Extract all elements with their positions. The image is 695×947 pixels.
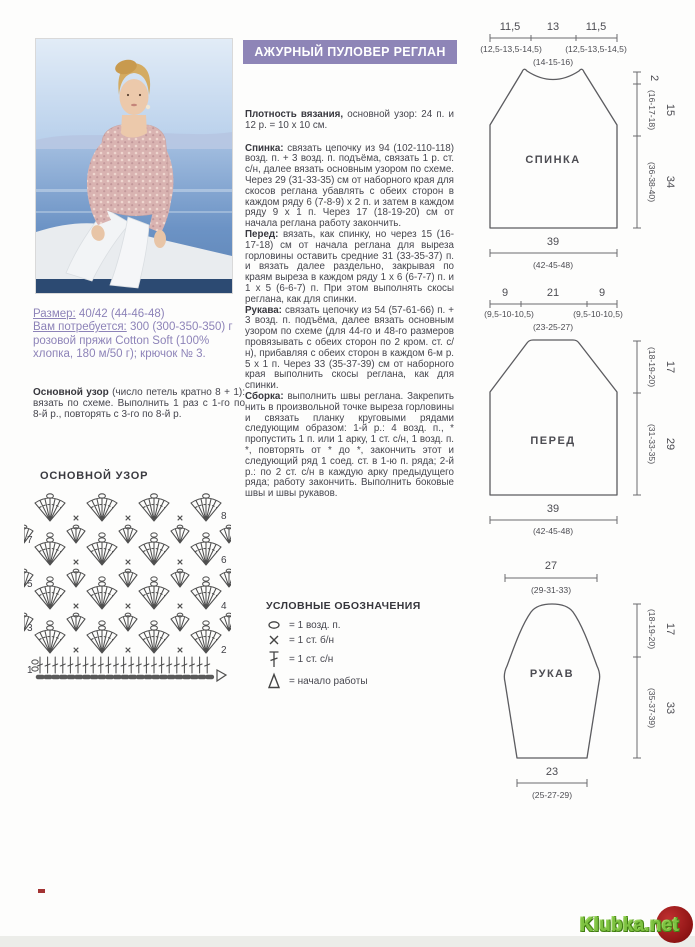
- model-photo: [35, 38, 233, 294]
- row-number: 8: [221, 511, 227, 522]
- pattern-note: Основной узор (число петель кратно 8 + 1): вязать по схеме. Выполнить 1 раз с 1-го по 8-й р., повторять с 3-го по 8-й р.: [33, 387, 245, 420]
- front-paragraph: Перед: вязать, как спинку, но через 15 (16-17-18) см от начала реглана для выреза горловины оставить средние 31 (33-35-37) п. и вязать далее раздельно, закрывая по краям выреза в каждом ряду 1 х 6 (6-7-7) п. и 1 х 5 (6-6-7) п. При этом выполнять скосы реглана, как для спинки.: [245, 228, 454, 305]
- dim-label: 13: [546, 21, 560, 33]
- model-photo-illustration: [36, 39, 232, 293]
- neck: [121, 115, 147, 138]
- dim-label: 11,5: [499, 21, 521, 33]
- dim-label: (16-17-18): [647, 89, 657, 131]
- dim-label: (9,5-10-10,5): [573, 309, 623, 319]
- dim-label: 11,5: [585, 21, 607, 33]
- dim-label: 39: [546, 236, 560, 248]
- dim-label: (29-31-33): [530, 585, 572, 595]
- dim-label: (9,5-10-10,5): [484, 309, 534, 319]
- piece-label: ПЕРЕД: [530, 435, 576, 447]
- sweater-torso: [101, 125, 169, 216]
- bottom-ruler: [490, 516, 617, 524]
- page-bottom-strip: [0, 936, 695, 947]
- dim-label: (14-15-16): [532, 57, 574, 67]
- back-paragraph: Спинка: связать цепочку из 94 (102-110-118) возд. п. + 3 возд. п. подъёма, связать 1 р. ст. с/н, далее вязать основным узором по схеме. Через 29 (31-33-35) см от наборного края для скосов реглана убавлять с обеих сторон в каждом ряду 6 (7-8-9) х 2 п. и затем в каждом ряду 9 х 1 п. Через 17 (18-19-20) см от начала реглана работу закончить.: [245, 142, 454, 230]
- row-number: 7: [27, 535, 33, 546]
- dim-label: (36-38-40): [647, 161, 657, 203]
- dc-row: [38, 657, 210, 673]
- crochet-chart-graphic: [24, 487, 231, 687]
- row-number: 6: [221, 555, 227, 566]
- size-label: Размер:: [33, 308, 76, 320]
- dim-label: 9: [501, 287, 509, 299]
- watermark-text: Klubka.net: [580, 915, 680, 936]
- size-line: Размер: 40/42 (44-46-48): [33, 308, 165, 320]
- schematic-front: [455, 284, 695, 541]
- dim-label: (42-45-48): [532, 260, 574, 270]
- dim-label: (12,5-13,5-14,5): [565, 44, 627, 54]
- fan-tier-row3: [24, 613, 231, 631]
- single-crochet-icon: [266, 634, 282, 646]
- legend-item-sc: = 1 ст. б/н: [266, 634, 451, 646]
- top-ruler: [490, 300, 617, 308]
- row-number: 3: [27, 623, 33, 634]
- start-of-work-triangle: [217, 670, 226, 681]
- instructions-column: [245, 110, 454, 500]
- dim-label: 21: [546, 287, 560, 299]
- sleeve-piece-outline: [504, 604, 599, 758]
- face: [120, 79, 149, 115]
- dim-label: (12,5-13,5-14,5): [480, 44, 542, 54]
- back-piece-outline: [490, 69, 617, 228]
- chart-title: ОСНОВНОЙ УЗОР: [40, 470, 149, 482]
- row-number: 2: [221, 645, 227, 656]
- symbol-legend: [266, 600, 451, 693]
- piece-label: СПИНКА: [525, 154, 581, 166]
- gauge-paragraph: Плотность вязания, основной узор: 24 п. и 12 р. = 10 х 10 см.: [245, 109, 454, 131]
- materials-info: [33, 308, 239, 362]
- dim-label: 27: [544, 560, 558, 572]
- page-title: АЖУРНЫЙ ПУЛОВЕР РЕГЛАН: [243, 40, 457, 64]
- legend-title: УСЛОВНЫЕ ОБОЗНАЧЕНИЯ: [266, 600, 421, 612]
- side-ruler: [633, 604, 641, 758]
- legend-item-dc: = 1 ст. с/н: [266, 649, 451, 669]
- dim-label: (42-45-48): [532, 526, 574, 536]
- bottom-ruler: [517, 779, 587, 787]
- dim-label: (31-33-35): [647, 423, 657, 465]
- fan-tier-row5: [24, 569, 231, 587]
- dim-label: 33: [664, 701, 676, 715]
- dim-label: 23: [545, 766, 559, 778]
- top-ruler: [505, 574, 597, 582]
- start-of-work-icon: [266, 672, 282, 690]
- chain-stitch-icon: [266, 619, 282, 631]
- sleeves-paragraph: Рукава: связать цепочку из 54 (57-61-66) п. + 3 возд. п. подъёма, далее вязать основным узором по схеме (для 44-го и 48-го размеров провязывать с обеих сторон по 2 кром. ст. с/н), прибавляя с обеих сторон в каждом 6-м р. 5 х 1 п. Через 33 (35-37-39) см от наборного края выполнить скосы реглана, как для спинки.: [245, 304, 454, 392]
- dim-label: 17: [664, 622, 676, 636]
- schematic-sleeve: [455, 556, 695, 813]
- bottom-ruler: [490, 249, 617, 257]
- crochet-chart: [24, 487, 231, 692]
- need-label: Вам потребуется:: [33, 321, 127, 334]
- dim-label: 17: [664, 360, 676, 374]
- print-artifact: [38, 889, 45, 893]
- dim-label: 34: [664, 175, 676, 189]
- row-number: 5: [27, 579, 33, 590]
- row-number: 4: [221, 601, 227, 612]
- legend-item-start: = начало работы: [266, 672, 451, 690]
- top-ruler: [490, 34, 617, 42]
- dim-label: 2: [648, 74, 660, 82]
- dim-label: 39: [546, 503, 560, 515]
- assembly-paragraph: Сборка: выполнить швы реглана. Закрепить нить в произвольной точке выреза горловины и связать планку круговыми рядами следующим образом: 1-й р.: 4 возд. п., * пропустить 1 п. или 1 арку, 1 ст. с/н, 1 возд. п. *, повторять от * до *, закончить этот и следующий ряд 1 соед. ст. в 1-ю п. ряда; 2-й р.: по 2 ст. с/н в каждую арку предыдущего ряда; работу закончить. Выполнить боковые швы и швы рукавов.: [245, 390, 454, 500]
- side-ruler: [633, 72, 641, 228]
- piece-label: РУКАВ: [529, 668, 575, 680]
- row-number: 1: [27, 665, 33, 676]
- front-piece-outline: [490, 340, 617, 495]
- yarn-line: Вам потребуется: 300 (300-350-350) г розовой пряжи Cotton Soft (100% хлопка, 180 м/50 г); крючок № 3.: [33, 321, 233, 361]
- dim-label: 9: [598, 287, 606, 299]
- side-ruler: [633, 341, 641, 495]
- dim-label: (35-37-39): [647, 687, 657, 729]
- fan-tier-row7: [24, 525, 231, 543]
- double-crochet-icon: [266, 649, 282, 669]
- legend-item-chain: = 1 возд. п.: [266, 619, 451, 631]
- earring: [146, 105, 150, 109]
- dim-label: 15: [664, 103, 676, 117]
- hand: [154, 230, 166, 248]
- dim-label: (25-27-29): [531, 790, 573, 800]
- schematic-back: [455, 14, 695, 277]
- dim-label: (18-19-20): [647, 346, 657, 388]
- dim-label: 29: [664, 437, 676, 451]
- foundation-chain: [32, 660, 226, 681]
- dim-label: (23-25-27): [532, 322, 574, 332]
- dim-label: (18-19-20): [647, 608, 657, 650]
- fan-tier-row8: [35, 494, 221, 521]
